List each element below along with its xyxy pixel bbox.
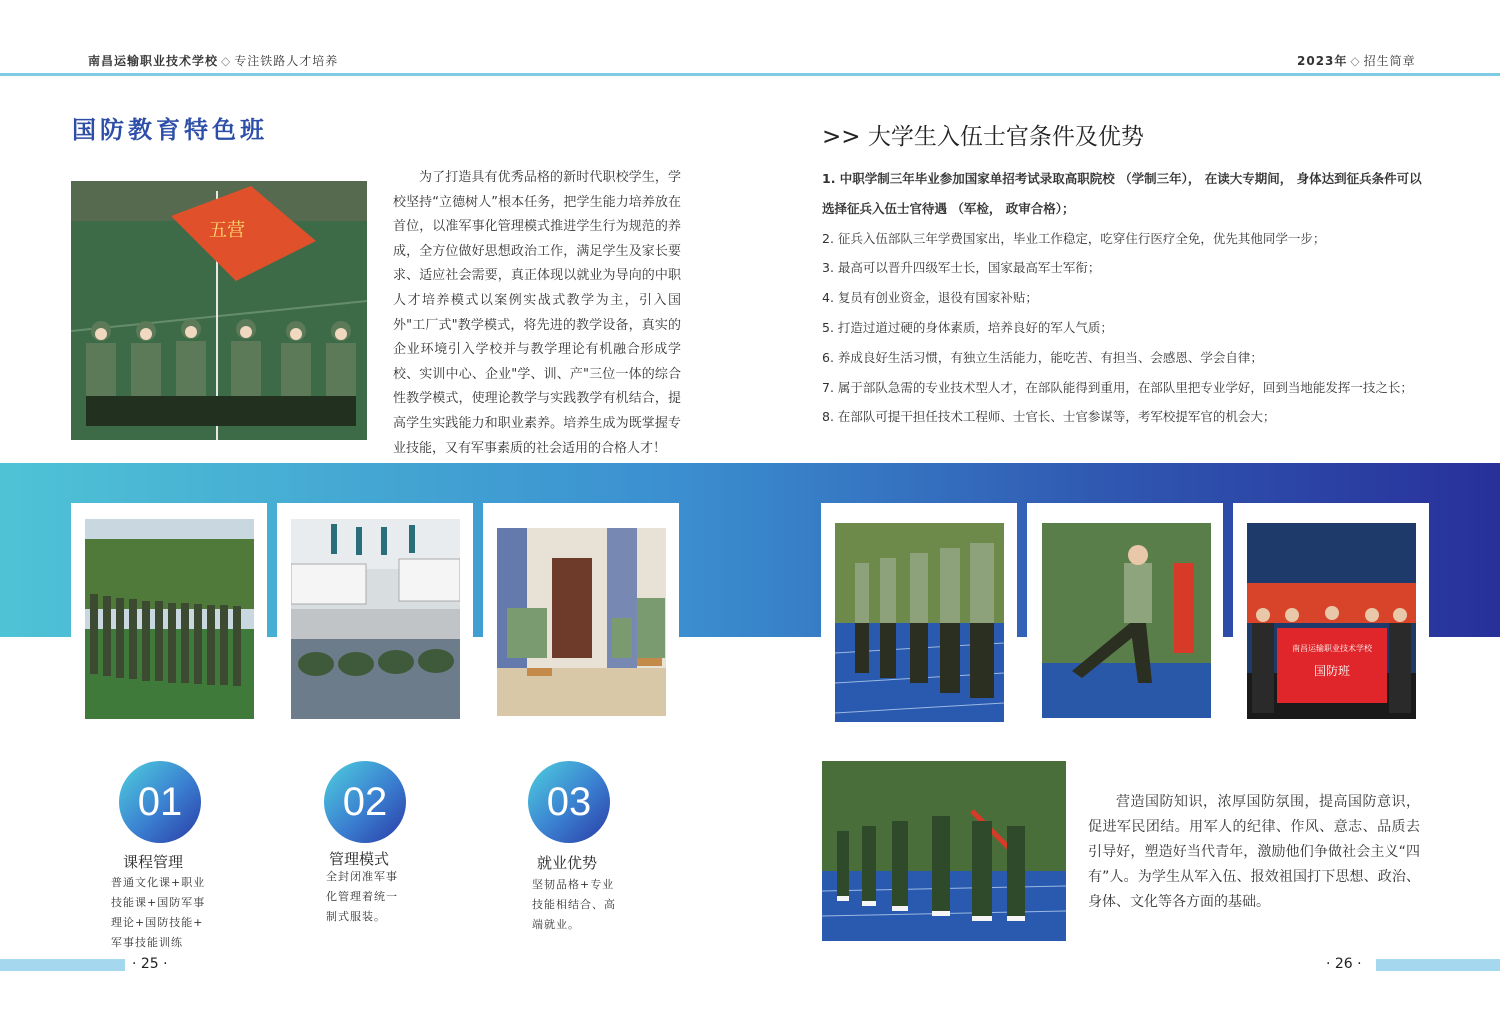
feature-description [111, 873, 205, 953]
feature-description [532, 875, 616, 935]
footer-bar-right [1376, 959, 1500, 971]
header-separator: ◇ [221, 54, 232, 68]
photo-saluting-drill [85, 519, 254, 719]
condition-item: 8. 在部队可提干担任技术工程师、士官长、士官参谋等，考军校提军官的机会大； [822, 409, 1276, 425]
feature-desc-line: 技能课+国防军事 [111, 896, 206, 909]
header-divider [0, 73, 1500, 76]
photo-flag-guard-march [822, 761, 1066, 941]
feature-desc-line: 理论+国防技能+ [111, 916, 204, 929]
feature-desc-line: 坚韧品格+专业 [532, 878, 615, 891]
page-number-right: · 26 · [1326, 956, 1362, 972]
conditions-list [822, 164, 1434, 432]
footer-bar-left [0, 959, 125, 971]
condition-item: 2. 征兵入伍部队三年学费国家出，毕业工作稳定，吃穿住行医疗全免，优先其他同学一步； [822, 230, 1326, 246]
right-paragraph: 营造国防知识，浓厚国防氛围，提高国防意识，促进军民团结。用军人的纪律、作风、意志、品质去引导好，塑造好当代青年，激励他们争做社会主义“四有”人。为学生从军入伍、报效祖国打下思想、政治、身体、文化等各方面的基础。 [1088, 794, 1420, 910]
photo-banner-group [1247, 523, 1416, 719]
page-number-left: · 25 · [132, 956, 168, 972]
condition-item: 7. 属于部队急需的专业技术型人才，在部队能得到重用，在部队里把专业学好，回到当地能发挥一技之长； [822, 379, 1413, 395]
condition-item: 4. 复员有创业资金，退役有国家补贴； [822, 290, 1038, 306]
feature-desc-line: 普通文化课+职业 [111, 876, 206, 889]
condition-item: 3. 最高可以晋升四级军士长，国家最高军士军衔； [822, 260, 1101, 276]
photo-arm-drill [835, 523, 1004, 722]
flag-text: 五营 [209, 220, 245, 241]
feature-desc-line: 军事技能训练 [111, 936, 183, 949]
feature-title: 课程管理 [123, 853, 184, 871]
school-name: 南昌运输职业技术学校 [88, 54, 219, 68]
feature-desc-line: 化管理着统一 [326, 890, 398, 903]
header-slogan: 专注铁路人才培养 [234, 54, 339, 68]
feature-desc-line: 全封闭准军事 [326, 870, 398, 883]
photo-flag-soldiers [71, 181, 367, 440]
photo-dormitory [497, 528, 666, 716]
section-title-conditions: >> 大学生入伍士官条件及优势 [822, 124, 1144, 150]
feature-title: 管理模式 [329, 850, 390, 868]
condition-item: 6. 养成良好生活习惯，有独立生活能力，能吃苦、有担当、会感恩、学会自律； [822, 349, 1263, 365]
header-left [88, 52, 338, 69]
header-doc-title: 招生简章 [1363, 54, 1416, 68]
feature-number-02: 02 [324, 761, 406, 843]
condition-item: 1. 中职学制三年毕业参加国家单招考试录取高职院校 （学制三年）， 在读大专期间， 身体达到征兵条件可以选择征兵入伍士官待遇 （军检， 政审合格）； [822, 171, 1422, 216]
photo-goose-step [1042, 523, 1211, 718]
header-year: 2023年 [1297, 54, 1348, 68]
feature-title: 就业优势 [537, 854, 598, 872]
feature-desc-line: 制式服装。 [326, 910, 386, 923]
condition-item: 5. 打造过道过硬的身体素质，培养良好的军人气质； [822, 319, 1113, 335]
feature-number-03: 03 [528, 761, 610, 843]
intro-paragraph: 为了打造具有优秀品格的新时代职校学生，学校坚持“立德树人”根本任务，把学生能力培养放在首位，以准军事化管理模式推进学生行为规范的养成，全方位做好思想政治工作，满足学生及家长要求、适应社会需要，真正体现以就业为导向的中职人才培养模式以案例实战式教学为主，引入国外"工厂式"教学模式，将先进的教学设备，真实的企业环境引入学校并与教学理论有机融合形成学校、实训中心、企业"学、训、产"三位一体的综合性教学模式，使理论教学与实践教学有机结合，提高学生实践能力和职业素养。培养生成为既掌握专业技能，又有军事素质的社会适用的合格人才！ [393, 170, 681, 456]
feature-desc-line: 端就业。 [532, 918, 580, 931]
banner-main-text: 国防班 [1313, 664, 1351, 678]
banner-school-text: 南昌运输职业技术学校 [1292, 644, 1372, 653]
feature-description [326, 867, 398, 927]
page-title: 国防教育特色班 [72, 116, 268, 144]
feature-number-01: 01 [119, 761, 201, 843]
photo-washroom [291, 519, 460, 719]
header-separator: ◇ [1350, 54, 1361, 68]
feature-desc-line: 技能相结合、高 [532, 898, 616, 911]
header-right [1297, 52, 1416, 69]
